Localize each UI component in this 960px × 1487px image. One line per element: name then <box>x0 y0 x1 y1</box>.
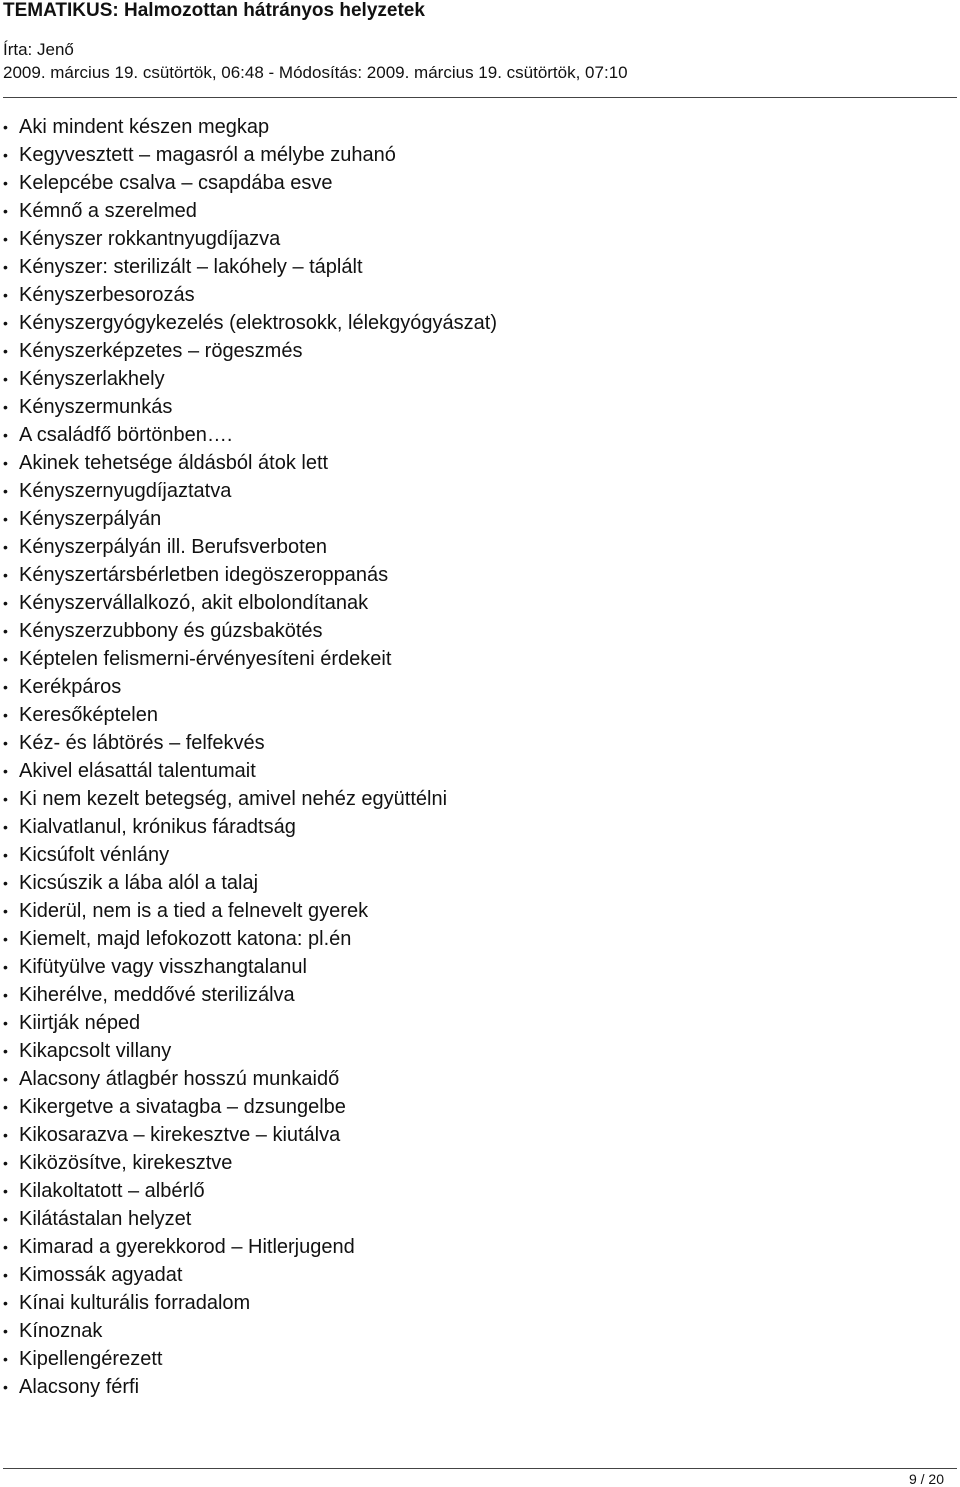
list-item-text: Kényszergyógykezelés (elektrosokk, lélekgyógyászat) <box>19 312 497 334</box>
list-item-text: Kínai kulturális forradalom <box>19 1292 251 1314</box>
bullet-icon: • <box>3 707 8 723</box>
list-item-text: Kilátástalan helyzet <box>19 1208 192 1230</box>
list-item <box>3 785 943 813</box>
bullet-icon: • <box>3 1043 8 1059</box>
list-item-text: Kényszernyugdíjaztatva <box>19 480 232 502</box>
bullet-icon: • <box>3 903 8 919</box>
bullet-icon: • <box>3 231 8 247</box>
list-item-text: Kényszerzubbony és gúzsbakötés <box>19 620 323 642</box>
list-item <box>3 113 943 141</box>
list-item-text: Ki nem kezelt betegség, amivel nehéz együttélni <box>19 788 448 810</box>
list-item-text: Kimarad a gyerekkorod – Hitlerjugend <box>19 1236 355 1258</box>
list-item <box>3 589 943 617</box>
list-item-text: Akivel elásattál talentumait <box>19 760 256 782</box>
author-line: Írta: Jenő <box>3 40 74 59</box>
bullet-icon: • <box>3 1379 8 1395</box>
list-item-text: Kipellengérezett <box>19 1348 163 1370</box>
date-line: 2009. március 19. csütörtök, 06:48 - Módosítás: 2009. március 19. csütörtök, 07:10 <box>3 63 628 82</box>
list-item-text: Kikergetve a sivatagba – dzsungelbe <box>19 1096 346 1118</box>
list-item <box>3 1345 943 1373</box>
bullet-icon: • <box>3 371 8 387</box>
list-item-text: Kialvatlanul, krónikus fáradtság <box>19 816 296 838</box>
list-item <box>3 813 943 841</box>
list-item-text: A családfő börtönben…. <box>19 424 233 446</box>
bullet-icon: • <box>3 987 8 1003</box>
page-number: 9 / 20 <box>908 1471 944 1487</box>
bullet-icon: • <box>3 623 8 639</box>
list-item-text: Kényszervállalkozó, akit elbolondítanak <box>19 592 369 614</box>
bullet-icon: • <box>3 847 8 863</box>
bullet-icon: • <box>3 1267 8 1283</box>
bullet-icon: • <box>3 735 8 751</box>
list-item-text: Kicsúfolt vénlány <box>19 844 170 866</box>
bullet-icon: • <box>3 1295 8 1311</box>
list-item <box>3 673 943 701</box>
list-item <box>3 225 943 253</box>
list-item <box>3 477 943 505</box>
list-item <box>3 561 943 589</box>
list-item-text: Kéz- és lábtörés – felfekvés <box>19 732 265 754</box>
bullet-icon: • <box>3 539 8 555</box>
list-item <box>3 365 943 393</box>
list-item-text: Kényszer rokkantnyugdíjazva <box>19 228 281 250</box>
bullet-icon: • <box>3 455 8 471</box>
list-item <box>3 729 943 757</box>
list-item <box>3 1373 943 1401</box>
list-item-text: Aki mindent készen megkap <box>19 116 270 138</box>
list-item-text: Kelepcébe csalva – csapdába esve <box>19 172 333 194</box>
bullet-icon: • <box>3 203 8 219</box>
bullet-icon: • <box>3 1211 8 1227</box>
list-item <box>3 253 943 281</box>
bullet-icon: • <box>3 1155 8 1171</box>
bullet-icon: • <box>3 651 8 667</box>
list-item <box>3 757 943 785</box>
list-item <box>3 953 943 981</box>
list-item-text: Kényszer: sterilizált – lakóhely – táplált <box>19 256 363 278</box>
list-item-text: Kilakoltatott – albérlő <box>19 1180 205 1202</box>
list-item <box>3 1149 943 1177</box>
list-item-text: Akinek tehetsége áldásból átok lett <box>19 452 329 474</box>
list-item <box>3 1037 943 1065</box>
bullet-icon: • <box>3 679 8 695</box>
list-item-text: Kényszertársbérletben idegöszeroppanás <box>19 564 389 586</box>
footer-divider <box>3 1468 957 1469</box>
bullet-icon: • <box>3 1071 8 1087</box>
list-item <box>3 701 943 729</box>
bullet-icon: • <box>3 1239 8 1255</box>
list-item-text: Kényszerpályán <box>19 508 162 530</box>
list-item <box>3 505 943 533</box>
list-item <box>3 1233 943 1261</box>
bullet-icon: • <box>3 147 8 163</box>
list-item-text: Kényszerbesorozás <box>19 284 195 306</box>
bullet-icon: • <box>3 1351 8 1367</box>
list-item-text: Kerékpáros <box>19 676 122 698</box>
list-item <box>3 1065 943 1093</box>
list-item <box>3 617 943 645</box>
list-item-text: Kényszermunkás <box>19 396 173 418</box>
bullet-icon: • <box>3 763 8 779</box>
bullet-icon: • <box>3 567 8 583</box>
list-item-text: Kiderül, nem is a tied a felnevelt gyerek <box>19 900 369 922</box>
list-item <box>3 869 943 897</box>
list-item-text: Kínoznak <box>19 1320 103 1342</box>
bullet-icon: • <box>3 595 8 611</box>
list-item-text: Alacsony átlagbér hosszú munkaidő <box>19 1068 340 1090</box>
bullet-icon: • <box>3 483 8 499</box>
bullet-icon: • <box>3 343 8 359</box>
list-item <box>3 169 943 197</box>
list-item <box>3 141 943 169</box>
list-item-text: Kényszerképzetes – rögeszmés <box>19 340 303 362</box>
list-item <box>3 981 943 1009</box>
list-item <box>3 841 943 869</box>
bullet-icon: • <box>3 399 8 415</box>
list-item-text: Kényszerpályán ill. Berufsverboten <box>19 536 327 558</box>
list-item <box>3 337 943 365</box>
list-item-text: Alacsony férfi <box>19 1376 140 1398</box>
list-item <box>3 925 943 953</box>
document-title: TEMATIKUS: Halmozottan hátrányos helyzetek <box>3 0 425 21</box>
list-item-text: Kikapcsolt villany <box>19 1040 172 1062</box>
list-item <box>3 1261 943 1289</box>
list-item-text: Kiközösítve, kirekesztve <box>19 1152 233 1174</box>
bullet-icon: • <box>3 875 8 891</box>
list-item <box>3 533 943 561</box>
list-item-text: Kényszerlakhely <box>19 368 165 390</box>
bullet-icon: • <box>3 1099 8 1115</box>
list-item <box>3 421 943 449</box>
list-item-text: Kémnő a szerelmed <box>19 200 197 222</box>
bullet-icon: • <box>3 931 8 947</box>
list-item <box>3 1205 943 1233</box>
list-item <box>3 393 943 421</box>
list-item-text: Kicsúszik a lába alól a talaj <box>19 872 259 894</box>
bullet-icon: • <box>3 819 8 835</box>
list-item <box>3 645 943 673</box>
bullet-icon: • <box>3 259 8 275</box>
list-item-text: Kegyvesztett – magasról a mélybe zuhanó <box>19 144 396 166</box>
list-item <box>3 1009 943 1037</box>
document-header <box>3 0 957 83</box>
list-item-text: Kiherélve, meddővé sterilizálva <box>19 984 295 1006</box>
bullet-icon: • <box>3 287 8 303</box>
list-item-text: Kiemelt, majd lefokozott katona: pl.én <box>19 928 352 950</box>
bullet-icon: • <box>3 1323 8 1339</box>
list-item-text: Keresőképtelen <box>19 704 158 726</box>
bullet-icon: • <box>3 1183 8 1199</box>
list-item <box>3 281 943 309</box>
bullet-icon: • <box>3 1015 8 1031</box>
bullet-icon: • <box>3 427 8 443</box>
list-item <box>3 1177 943 1205</box>
bullet-icon: • <box>3 791 8 807</box>
list-item <box>3 197 943 225</box>
list-item-text: Képtelen felismerni-érvényesíteni érdekeit <box>19 648 392 670</box>
bullet-icon: • <box>3 119 8 135</box>
list-item-text: Kimossák agyadat <box>19 1264 183 1286</box>
bullet-icon: • <box>3 315 8 331</box>
list-item-text: Kikosarazva – kirekesztve – kiutálva <box>19 1124 341 1146</box>
list-item-text: Kifütyülve vagy visszhangtalanul <box>19 956 307 978</box>
bullet-list <box>3 113 943 1401</box>
list-item <box>3 897 943 925</box>
header-divider <box>3 97 957 98</box>
list-item <box>3 1093 943 1121</box>
list-item <box>3 1317 943 1345</box>
list-item <box>3 449 943 477</box>
bullet-icon: • <box>3 959 8 975</box>
list-item-text: Kiirtják néped <box>19 1012 141 1034</box>
list-item <box>3 309 943 337</box>
bullet-icon: • <box>3 1127 8 1143</box>
bullet-icon: • <box>3 511 8 527</box>
bullet-icon: • <box>3 175 8 191</box>
list-item <box>3 1121 943 1149</box>
list-item <box>3 1289 943 1317</box>
